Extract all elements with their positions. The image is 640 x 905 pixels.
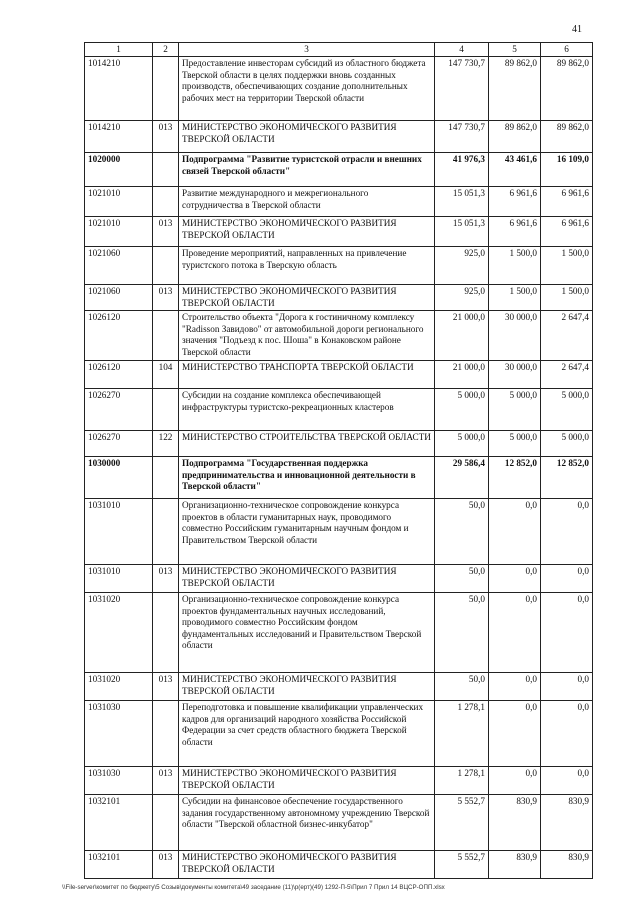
row-value-2-cell: 1 500,0 <box>489 285 541 311</box>
row-value-3-cell: 0,0 <box>541 499 593 565</box>
file-path-footer: \\File-server\комитет по бюджету\5 Созыв\документы комитета\49 заседание (11)\р(ерт)(49) 1292-П-5\Прил 7 Прил 14 ВЦСР-ОПП.xlsx <box>62 884 445 891</box>
row-name-cell: Организационно-техническое сопровождение конкурса проектов фундаментальных научных исследований, проводимого совместно Российским фондом фундаментальных исследований и Правительством Тверской области <box>179 593 435 673</box>
row-value-3-cell: 1 500,0 <box>541 247 593 285</box>
row-name-cell: Подпрограмма "Государственная поддержка предпринимательства и инновационной деятельности в Тверской области" <box>179 457 435 499</box>
row-value-1-cell: 147 730,7 <box>435 121 489 153</box>
row-value-1-cell: 1 278,1 <box>435 767 489 795</box>
row-value-2-cell: 43 461,6 <box>489 153 541 187</box>
row-grbs-cell: 013 <box>153 121 179 153</box>
row-name-cell: Развитие международного и межрегионального сотрудничества в Тверской области <box>179 187 435 217</box>
column-header: 1 <box>85 43 153 57</box>
table-row <box>85 701 593 767</box>
row-grbs-cell <box>153 499 179 565</box>
row-value-3-cell: 6 961,6 <box>541 187 593 217</box>
table-row <box>85 389 593 431</box>
row-code-cell: 1031030 <box>85 767 153 795</box>
row-value-3-cell: 89 862,0 <box>541 121 593 153</box>
row-code-cell: 1020000 <box>85 153 153 187</box>
page-number: 41 <box>572 24 582 35</box>
row-value-3-cell: 16 109,0 <box>541 153 593 187</box>
row-grbs-cell <box>153 457 179 499</box>
row-code-cell: 1026270 <box>85 389 153 431</box>
table-row <box>85 851 593 879</box>
row-value-2-cell: 0,0 <box>489 767 541 795</box>
row-code-cell: 1031010 <box>85 565 153 593</box>
table-row <box>85 457 593 499</box>
row-value-2-cell: 830,9 <box>489 795 541 851</box>
row-value-2-cell: 89 862,0 <box>489 57 541 121</box>
table-row <box>85 285 593 311</box>
row-value-1-cell: 925,0 <box>435 247 489 285</box>
row-value-2-cell: 30 000,0 <box>489 311 541 361</box>
row-grbs-cell <box>153 795 179 851</box>
row-value-1-cell: 41 976,3 <box>435 153 489 187</box>
row-value-3-cell: 2 647,4 <box>541 311 593 361</box>
row-name-cell: Субсидии на финансовое обеспечение государственного задания государственному автономному учреждению Тверской области "Тверской областной бизнес-инкубатор" <box>179 795 435 851</box>
row-code-cell: 1031010 <box>85 499 153 565</box>
table-row <box>85 153 593 187</box>
row-name-cell: Строительство объекта "Дорога к гостиничному комплексу "Radisson Завидово" от автомобильной дороги регионального значения "Подъезд к пос. Шоша" в Конаковском районе Тверской области <box>179 311 435 361</box>
table-row <box>85 499 593 565</box>
table-row <box>85 217 593 247</box>
row-grbs-cell: 122 <box>153 431 179 457</box>
row-code-cell: 1021010 <box>85 217 153 247</box>
row-value-2-cell: 6 961,6 <box>489 187 541 217</box>
table-row <box>85 767 593 795</box>
table-row <box>85 593 593 673</box>
row-name-cell: Переподготовка и повышение квалификации управленческих кадров для организаций народного хозяйства Российской Федерации за счет средств областного бюджета Тверской области <box>179 701 435 767</box>
row-value-3-cell: 0,0 <box>541 593 593 673</box>
row-value-1-cell: 50,0 <box>435 593 489 673</box>
row-value-2-cell: 830,9 <box>489 851 541 879</box>
row-value-1-cell: 50,0 <box>435 565 489 593</box>
row-value-3-cell: 0,0 <box>541 673 593 701</box>
row-grbs-cell <box>153 187 179 217</box>
row-value-3-cell: 0,0 <box>541 565 593 593</box>
row-value-2-cell: 89 862,0 <box>489 121 541 153</box>
row-grbs-cell <box>153 57 179 121</box>
row-value-1-cell: 5 552,7 <box>435 851 489 879</box>
row-name-cell: Предоставление инвесторам субсидий из областного бюджета Тверской области в целях поддержки вновь созданных производств, обеспечивающих создание дополнительных рабочих мест на территории Тверской области <box>179 57 435 121</box>
row-code-cell: 1032101 <box>85 795 153 851</box>
table-header-row <box>85 43 593 57</box>
row-code-cell: 1030000 <box>85 457 153 499</box>
row-name-cell: Субсидии на создание комплекса обеспечивающей инфраструктуры туристско-рекреационных кластеров <box>179 389 435 431</box>
row-grbs-cell: 013 <box>153 217 179 247</box>
table-row <box>85 361 593 389</box>
row-value-1-cell: 147 730,7 <box>435 57 489 121</box>
row-value-3-cell: 5 000,0 <box>541 389 593 431</box>
row-grbs-cell <box>153 593 179 673</box>
row-grbs-cell <box>153 701 179 767</box>
row-value-1-cell: 15 051,3 <box>435 187 489 217</box>
row-value-1-cell: 5 000,0 <box>435 431 489 457</box>
row-name-cell: МИНИСТЕРСТВО ЭКОНОМИЧЕСКОГО РАЗВИТИЯ ТВЕРСКОЙ ОБЛАСТИ <box>179 565 435 593</box>
row-code-cell: 1014210 <box>85 57 153 121</box>
row-grbs-cell: 104 <box>153 361 179 389</box>
row-value-2-cell: 0,0 <box>489 673 541 701</box>
column-header: 3 <box>179 43 435 57</box>
row-value-2-cell: 0,0 <box>489 565 541 593</box>
row-grbs-cell <box>153 153 179 187</box>
row-grbs-cell: 013 <box>153 285 179 311</box>
row-code-cell: 1026270 <box>85 431 153 457</box>
row-code-cell: 1014210 <box>85 121 153 153</box>
table-row <box>85 311 593 361</box>
row-value-1-cell: 29 586,4 <box>435 457 489 499</box>
row-value-3-cell: 1 500,0 <box>541 285 593 311</box>
row-value-1-cell: 50,0 <box>435 499 489 565</box>
row-grbs-cell <box>153 311 179 361</box>
row-code-cell: 1021010 <box>85 187 153 217</box>
table-row <box>85 673 593 701</box>
row-value-2-cell: 12 852,0 <box>489 457 541 499</box>
row-code-cell: 1026120 <box>85 361 153 389</box>
row-name-cell: Подпрограмма "Развитие туристской отрасли и внешних связей Тверской области" <box>179 153 435 187</box>
row-name-cell: МИНИСТЕРСТВО ЭКОНОМИЧЕСКОГО РАЗВИТИЯ ТВЕРСКОЙ ОБЛАСТИ <box>179 121 435 153</box>
table-row <box>85 565 593 593</box>
row-code-cell: 1031030 <box>85 701 153 767</box>
row-name-cell: МИНИСТЕРСТВО ТРАНСПОРТА ТВЕРСКОЙ ОБЛАСТИ <box>179 361 435 389</box>
row-grbs-cell: 013 <box>153 851 179 879</box>
row-value-3-cell: 0,0 <box>541 767 593 795</box>
row-grbs-cell: 013 <box>153 767 179 795</box>
column-header: 5 <box>489 43 541 57</box>
row-name-cell: Проведение мероприятий, направленных на привлечение туристского потока в Тверскую область <box>179 247 435 285</box>
row-value-1-cell: 21 000,0 <box>435 311 489 361</box>
row-code-cell: 1026120 <box>85 311 153 361</box>
row-code-cell: 1031020 <box>85 593 153 673</box>
table-row <box>85 57 593 121</box>
row-value-2-cell: 0,0 <box>489 499 541 565</box>
row-value-2-cell: 6 961,6 <box>489 217 541 247</box>
row-value-3-cell: 89 862,0 <box>541 57 593 121</box>
row-name-cell: МИНИСТЕРСТВО СТРОИТЕЛЬСТВА ТВЕРСКОЙ ОБЛАСТИ <box>179 431 435 457</box>
budget-table <box>84 42 593 879</box>
row-name-cell: МИНИСТЕРСТВО ЭКОНОМИЧЕСКОГО РАЗВИТИЯ ТВЕРСКОЙ ОБЛАСТИ <box>179 673 435 701</box>
row-name-cell: Организационно-техническое сопровождение конкурса проектов в области гуманитарных наук, проводимого совместно Российским гуманитарным научным фондом и Правительством Тверской области <box>179 499 435 565</box>
row-grbs-cell: 013 <box>153 673 179 701</box>
column-header: 6 <box>541 43 593 57</box>
row-value-3-cell: 12 852,0 <box>541 457 593 499</box>
row-name-cell: МИНИСТЕРСТВО ЭКОНОМИЧЕСКОГО РАЗВИТИЯ ТВЕРСКОЙ ОБЛАСТИ <box>179 767 435 795</box>
row-grbs-cell <box>153 247 179 285</box>
row-value-2-cell: 5 000,0 <box>489 389 541 431</box>
row-grbs-cell <box>153 389 179 431</box>
row-code-cell: 1032101 <box>85 851 153 879</box>
row-value-1-cell: 1 278,1 <box>435 701 489 767</box>
row-grbs-cell: 013 <box>153 565 179 593</box>
row-name-cell: МИНИСТЕРСТВО ЭКОНОМИЧЕСКОГО РАЗВИТИЯ ТВЕРСКОЙ ОБЛАСТИ <box>179 851 435 879</box>
row-value-2-cell: 5 000,0 <box>489 431 541 457</box>
row-value-1-cell: 5 552,7 <box>435 795 489 851</box>
row-value-2-cell: 0,0 <box>489 701 541 767</box>
row-code-cell: 1031020 <box>85 673 153 701</box>
column-header: 4 <box>435 43 489 57</box>
row-value-2-cell: 0,0 <box>489 593 541 673</box>
row-value-2-cell: 30 000,0 <box>489 361 541 389</box>
row-value-3-cell: 830,9 <box>541 851 593 879</box>
table-row <box>85 247 593 285</box>
row-value-2-cell: 1 500,0 <box>489 247 541 285</box>
row-value-1-cell: 15 051,3 <box>435 217 489 247</box>
row-value-3-cell: 0,0 <box>541 701 593 767</box>
table-row <box>85 121 593 153</box>
table-body <box>85 57 593 879</box>
row-name-cell: МИНИСТЕРСТВО ЭКОНОМИЧЕСКОГО РАЗВИТИЯ ТВЕРСКОЙ ОБЛАСТИ <box>179 285 435 311</box>
row-value-3-cell: 5 000,0 <box>541 431 593 457</box>
row-value-3-cell: 830,9 <box>541 795 593 851</box>
row-value-3-cell: 6 961,6 <box>541 217 593 247</box>
row-name-cell: МИНИСТЕРСТВО ЭКОНОМИЧЕСКОГО РАЗВИТИЯ ТВЕРСКОЙ ОБЛАСТИ <box>179 217 435 247</box>
row-value-1-cell: 50,0 <box>435 673 489 701</box>
row-code-cell: 1021060 <box>85 247 153 285</box>
table-row <box>85 431 593 457</box>
row-value-3-cell: 2 647,4 <box>541 361 593 389</box>
column-header: 2 <box>153 43 179 57</box>
table-row <box>85 795 593 851</box>
row-value-1-cell: 5 000,0 <box>435 389 489 431</box>
row-value-1-cell: 925,0 <box>435 285 489 311</box>
row-code-cell: 1021060 <box>85 285 153 311</box>
row-value-1-cell: 21 000,0 <box>435 361 489 389</box>
table-row <box>85 187 593 217</box>
